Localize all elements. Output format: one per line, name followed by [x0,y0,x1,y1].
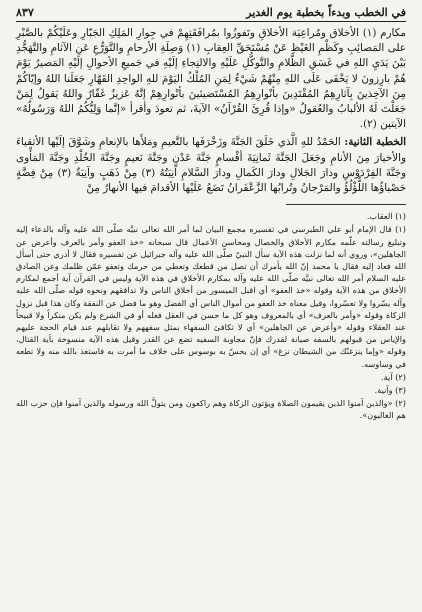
footnote: (٣) وآنية. [374,385,406,396]
footnote-divider [286,204,406,205]
footnote: (٢) «والذين آمنوا الذين يقيمون الصلاة ويؤتون الزكاة وهم راكعون ومن يتولَّ الله ورسوله والذين آمنوا فإن حزب الله هم الغالبون». [16,398,406,421]
page-number: ٨٣٧ [16,6,34,19]
running-title: في الخطب وبدءاً بخطبة يوم الغدير [246,6,406,19]
section-heading: الخطبة الثانية: [344,136,407,149]
paragraph-1: مكارم (١) الأخلاق ومُراعِيَة الأخلاقِ وتَفوزُوا بمُرافَقَتِهِمْ في جِوارِ المَلِكِ الجَبّارِ وعَلَيْكُمْ بالصَّبْرِ على المَصائِبِ وكَظْمِ الغَيْظِ عَنْ مُسْتَحَقِّ العِقابِ (١) وَصِلَةِ الأرحامِ والتَّوَرُّعِ عَنِ الآثامِ والتَّهَجُّدِ بَيْنَ يَدَيِ اللهِ في غَسَقِ الظَّلامِ والتَّوكُّلِ عَلَيْهِ والالتِجاءِ إلَيْهِ في جَميعِ الأحوالِ إلَيْهِ المَصيرُ يَوْمَ هُمْ بارِزونَ لا يَخْفَى عَلَى اللهِ مِنْهُمْ شَيْءٌ لِمَنِ المُلْكُ اليَوْمَ للهِ الواحِدِ القَهّارِ جَعَلَنا اللهُ وإيّاكُمْ مِنَ الآخِذينَ بِآثارِهِمُ المُقْتَدِينَ بأنْوارِهِمُ المُسْتَضيئينَ بأنْوارِهِمْ إنَّهُ عَزيزٌ غَفّارٌ واللهُ يَقولُ لِمَنْ جَعَلْتَ لَهُ الألبابُ والعُقولُ «وإذا قُرِئَ القُرْآنُ» الآيةَ، ثم تعودَ وأقرأ «إنَّما وَلِيُّكُمُ اللهُ وَرَسُولُهُ» الآيتين (٢). [16,27,407,131]
page-header [16,6,406,22]
paragraph-2 [16,135,406,196]
footnote: (٢) آية. [381,371,406,382]
footnote: (١) العقاب. [366,211,406,222]
footnote: (١) قال الإمام أبو علي الطبرسي في تفسيره مجمع البيان لما أمر الله تعالى نبيَّه صلّى الله عليه وآله بالدعاء إليه وتبليغ رسالته علّمه مكارم الأخلاق والخصال ومحاسن الأعمال قال سبحانه «خذ العفو وأمر بالعرف وأعرض عن الجاهلين»، وروي أنه لما نزلت هذه الآية سأل النبيّ صلّى الله عليه وآله جبرائيل عن تفسيره فقال لا أدري حتى أسأل الله فعاد إليه فقال يا محمد إنّ الله يأمرك أن تصل من قطعك وتعطي من حرمك وتعفو عمّن ظلمك وعن الصادق عليه السلام أمر الله تعالى نبيَّه صلّى الله عليه وآله بمكارم الأخلاق في هذه الآية وليس في القرآن آية أجمع لمكارم الأخلاق من هذه الآية وقوله «خذ العفو» أي اقبل الميسور من أخلاق الناس ولا تداققهم ونحوه قوله صلّى الله عليه وآله يسّروا ولا تعسّروا، وقيل معناه خذ العفو من أموال الناس أي الفضل وهو ما فضل عن النفقة وكان هذا قبل نزول الزكاة وقوله «وأمر بالعرف» أي بالمعروف وهو كل ما حسن في العقل فعله أو في الشرع ولم يكن منكراً ولا قبيحاً عند العقلاء وقوله «وأعرض عن الجاهلين» أي لا تكافئ السفهاء بمثل سفههم ولا تقابلهم عند قيام الحجة عليهم والإياس من قبولهم بالسفه صيانة لقدرك فإنّ مجاوبة السفيه تضع عن القدر وقيل هذه الآية منسوخة بآية القتال، وقوله «وإما ينزغنّك من الشيطان نزغ» أي إن يحسّ به بوسوس على خلاف ما أمرت به فاستعذ بالله منه ولا تطعه في وساوسه. [16,224,406,369]
paragraph-2-text: الحَمْدُ للهِ الَّذي خَلَقَ الجَنَّةَ وزَخْرَفَها بالنَّعيمِ ومَلأَها بالإنعامِ وشَوَّقَ إلَيْها الأتقياءَ والأخيارَ مِنَ الأنامِ وجَعَلَ الجَنَّةَ ثَمانِيَةَ أقْسامٍ جَنَّةَ عَدْنٍ وجَنَّةَ نَعيمٍ وجَنَّةَ الخُلْدِ وجَنَّةَ المَأْوى وجَنَّةَ الفِرْدَوْسِ ودارَ الجَلالِ ودارَ الكَمالِ ودارَ السَّلامِ آنِيَتُهُ (٣) مِنْ ذَهَبٍ وآنِيَةٌ (٣) مِنْ فِضَّةٍ حَصْباؤُها اللُّؤْلُؤُ والمَرْجانُ وتُرابُها الزَّعْفَرانُ تَضَعُ عَلَيْها الأقدامَ فيها الأنهارُ مِنْ [16,136,407,195]
footnotes [16,210,406,421]
main-text [16,26,406,196]
